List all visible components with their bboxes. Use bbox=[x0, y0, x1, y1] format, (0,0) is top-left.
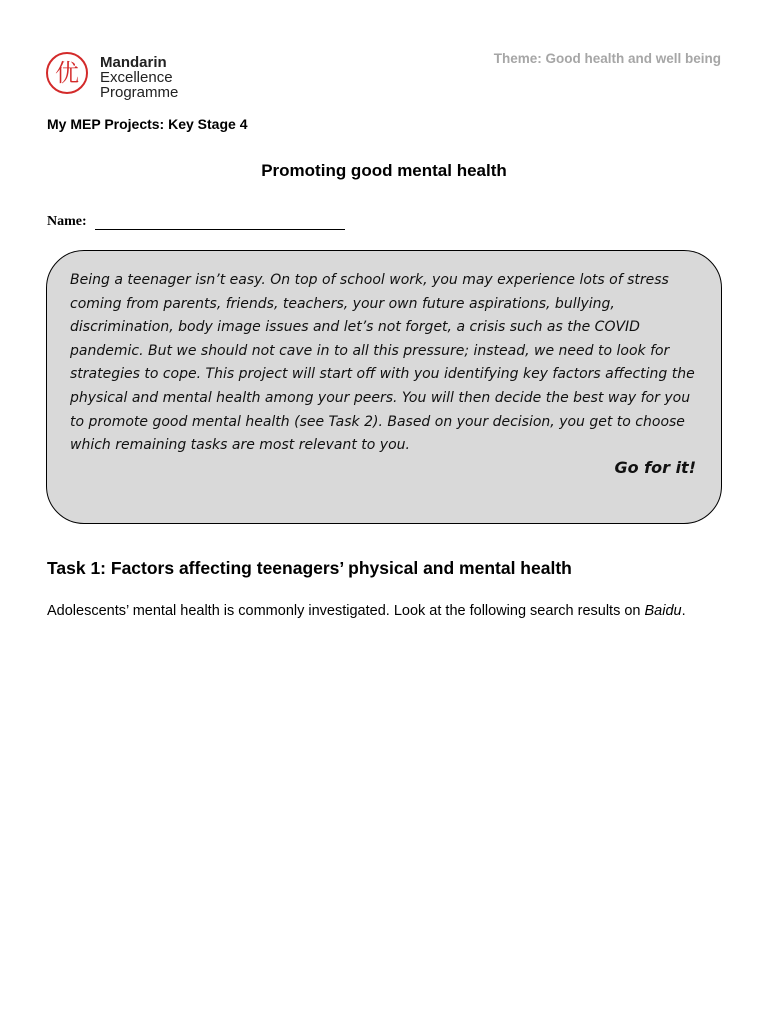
task-1-heading: Task 1: Factors affecting teenagers’ physical and mental health bbox=[47, 558, 572, 578]
go-for-it-text: Go for it! bbox=[614, 458, 696, 477]
baidu-term: Baidu bbox=[644, 603, 682, 619]
task-1-paragraph-end: . bbox=[681, 603, 686, 619]
page-title: Promoting good mental health bbox=[261, 161, 507, 180]
task-1-paragraph bbox=[47, 602, 727, 621]
mep-logo bbox=[46, 52, 196, 100]
task-1-paragraph-main: Adolescents’ mental health is commonly investigated. Look at the following search results on bbox=[47, 603, 645, 619]
logo-wordmark bbox=[100, 55, 178, 100]
intro-text: Being a teenager isn’t easy. On top of school work, you may experience lots of stress coming from parents, friends, teachers, your own future aspirations, bullying, discrimination, body image issues and let’s not forget, a crisis such as the COVID pandemic. But we should not cave in to all this pressure; instead, we need to look for strategies to cope. This project will start off with you identifying key factors affecting the physical and mental health among your peers. You will then decide the best way for you to promote good mental health (see Task 2). Based on your decision, you get to choose which remaining tasks are most relevant to you. bbox=[70, 272, 695, 454]
logo-line-3: Programme bbox=[100, 84, 179, 101]
name-label: Name: bbox=[47, 214, 87, 229]
logo-emblem: 优 bbox=[46, 52, 88, 94]
key-stage-heading: My MEP Projects: Key Stage 4 bbox=[47, 116, 248, 132]
theme-label: Theme: Good health and well being bbox=[493, 51, 721, 66]
logo-line-1: Mandarin bbox=[100, 54, 167, 71]
logo-line-2: Excellence bbox=[100, 69, 173, 86]
name-field-line[interactable] bbox=[95, 229, 345, 230]
